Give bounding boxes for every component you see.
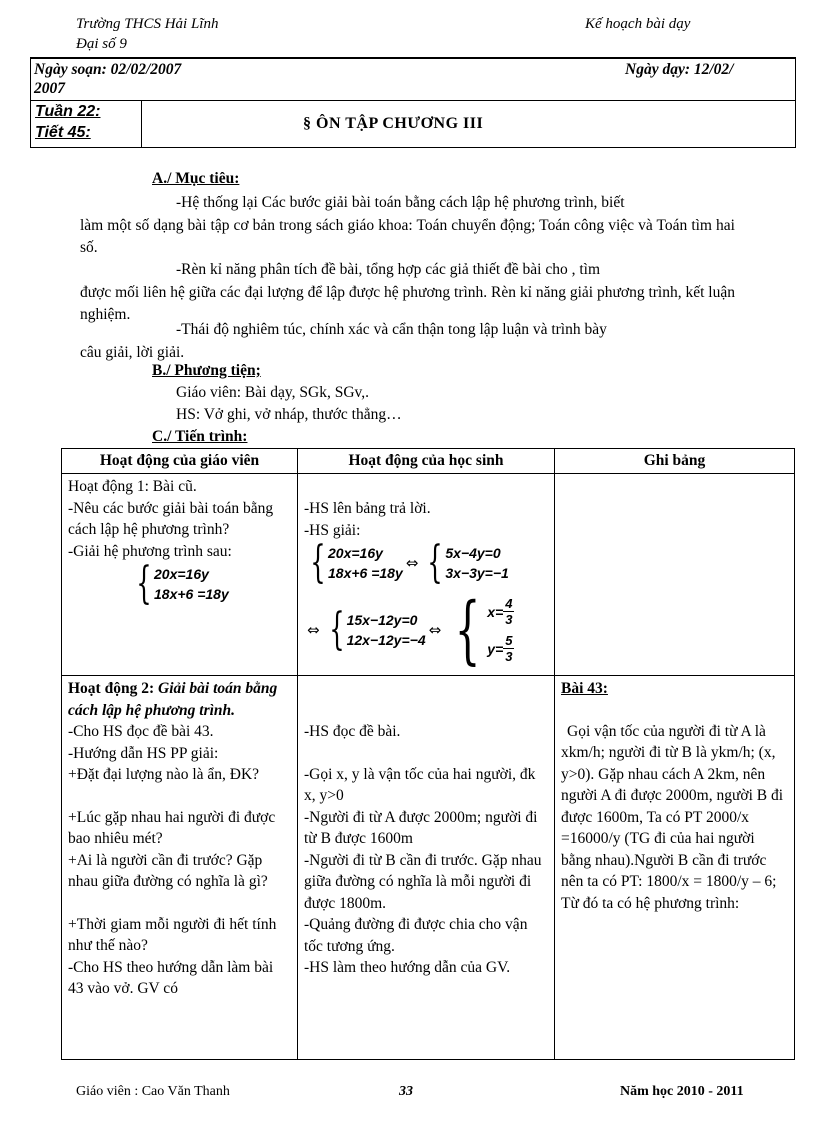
- row1-student: [298, 474, 555, 676]
- row2-board: [555, 676, 795, 1060]
- frac-den: 3: [505, 649, 513, 664]
- footer-teacher: Giáo viên : Cao Văn Thanh: [76, 1084, 230, 1099]
- objective-2-first: -Rèn kỉ năng phân tích đề bài, tổng hợp các giả thiết đề bài cho , tìm: [176, 261, 600, 278]
- board-content: Gọi vận tốc của người đi từ A là xkm/h; người đi từ B là ykm/h; (x, y>0). Gặp nhau cách A 2km, nên người A đi được 2000m, người B đi được 1600m, Ta có PT 2000/x =16000/y (TG đi của hai người bằng nhau).Người B cần đi trước nên ta có PT: 1800/x = 1800/y – 6; Từ đó ta có hệ phương trình:: [561, 722, 784, 912]
- table-header-row: [62, 449, 795, 474]
- teacher-step: +Thời giam mỗi người đi hết tính như thế nào?: [68, 915, 277, 954]
- week-label: Tuần 22:: [35, 103, 101, 120]
- teacher-step: +Đặt đại lượng nào là ẩn, ĐK?: [68, 766, 260, 783]
- date-box: [30, 58, 796, 101]
- student-answer-2: -HS giải:: [304, 521, 361, 539]
- col-board-header: Ghi bảng: [555, 449, 795, 474]
- eq-line: 20x=16y: [154, 566, 209, 582]
- student-step: -HS đọc đề bài.: [304, 723, 401, 740]
- prep-date-year: 2007: [34, 80, 65, 97]
- materials-teacher: Giáo viên: Bài dạy, SGk, SGv,.: [176, 384, 370, 401]
- lesson-title: § ÔN TẬP CHƯƠNG III: [303, 115, 484, 132]
- board-title: Bài 43:: [561, 680, 608, 697]
- materials-student: HS: Vở ghi, vở nháp, thước thẳng…: [176, 406, 402, 423]
- eq-line: 18x+6 =18y: [154, 586, 229, 602]
- solution-y-label: y=: [487, 640, 504, 657]
- activity-2-label: Hoạt động 2:: [68, 680, 158, 697]
- equivalence-arrow: ⇔: [428, 621, 442, 639]
- objective-3: [80, 319, 735, 364]
- student-step: -Gọi x, y là vận tốc của hai người, đk x, y>0: [304, 765, 536, 804]
- teacher-step: -Cho HS đọc đề bài 43.: [68, 723, 214, 740]
- solution-step-2: ⇔ { 15x−12y=0 12x−12y=−4 ⇔ { x= $\frac{4}{3}$ y= $\frac{5}{3}$: [307, 587, 513, 673]
- activity-1-title: Hoạt động 1: Bài cũ.: [68, 478, 197, 495]
- student-step: -Người đi từ A được 2000m; người đi từ B được 1600m: [304, 808, 538, 847]
- frac-num: 4: [505, 596, 513, 611]
- eq-line: 15x−12y=0: [346, 612, 418, 628]
- school-year: Năm học 2010 - 2011: [620, 1084, 744, 1099]
- student-step: -HS làm theo hướng dẫn của GV.: [304, 959, 511, 976]
- activity-2-topic: Giải bài toán bằng cách lập hệ phương trình.: [68, 680, 278, 719]
- objectives-heading: A./ Mục tiêu:: [152, 170, 240, 187]
- row2-teacher: [62, 676, 298, 1060]
- col-teacher-header: Hoạt động của giáo viên: [62, 449, 298, 474]
- eq-line: 18x+6 =18y: [328, 565, 403, 581]
- frac-den: 3: [505, 612, 513, 627]
- teach-date: Ngày dạy: 12/02/: [625, 61, 734, 78]
- system-equation-1: { 20x=16y 18x+6 =18y: [136, 558, 229, 609]
- lesson-title-box: [30, 100, 796, 148]
- objective-3-rest: câu giải, lời giải.: [80, 343, 185, 361]
- teacher-step: -Cho HS theo hướng dẫn làm bài 43 vào vở. GV có: [68, 958, 274, 997]
- page-number: 33: [399, 1084, 413, 1099]
- eq-line: 5x−4y=0: [445, 545, 501, 561]
- student-step: -Người đi từ B cần đi trước. Gặp nhau giữa đường có nghĩa là mỗi người đi được 1800m.: [304, 851, 542, 912]
- table-row: [62, 474, 795, 676]
- objective-3-first: -Thái độ nghiêm túc, chính xác và cẩn thận tong lập luận và trình bày: [176, 321, 607, 338]
- teacher-step: -Hướng dẫn HS PP giải:: [68, 744, 219, 762]
- prep-date: Ngày soạn: 02/02/2007: [34, 61, 182, 78]
- eq-line: 12x−12y=−4: [346, 632, 426, 648]
- school-name: Trường THCS Hải Lĩnh: [76, 16, 219, 32]
- process-heading: C./ Tiến trình:: [152, 428, 248, 445]
- row2-student: [298, 676, 555, 1060]
- solution-x-label: x=: [487, 603, 504, 620]
- objective-1: [80, 192, 735, 260]
- objective-1-rest: làm một số dạng bài tập cơ bản trong sách giáo khoa: Toán chuyển động; Toán công việc và Toán tìm hai số.: [80, 216, 735, 256]
- objective-2-rest: được mối liên hệ giữa các đại lượng để lập được hệ phương trình. Rèn kỉ năng giải phương trình, kết luận nghiệm.: [80, 283, 735, 323]
- student-step: -Quảng đường đi được chia cho vận tốc tương ứng.: [304, 916, 528, 955]
- row1-board: [555, 474, 795, 676]
- doc-type: Kế hoạch bài dạy: [585, 16, 691, 32]
- activity-2-title: [68, 678, 291, 721]
- materials-heading: B./ Phương tiện;: [152, 362, 261, 379]
- period-label: Tiết 45:: [35, 124, 91, 141]
- col-student-header: Hoạt động của học sinh: [298, 449, 555, 474]
- equivalence-arrow: ⇔: [405, 554, 419, 572]
- activity-1-question: -Nêu các bước giải bài toán bằng cách lập hệ phương trình?: [68, 499, 274, 538]
- solution-step-1: { 20x=16y 18x+6 =18y ⇔ { 5x−4y=0 3x−3y=−1: [310, 537, 509, 588]
- eq-line: 20x=16y: [328, 545, 383, 561]
- teacher-step: +Ai là người cần đi trước? Gặp nhau giữa đường có nghĩa là gì?: [68, 851, 268, 890]
- objective-1-first: -Hệ thống lại Các bước giải bài toán bằng cách lập hệ phương trình, biết: [176, 194, 625, 211]
- student-answer-1: -HS lên bảng trả lời.: [304, 500, 431, 517]
- table-row: [62, 676, 795, 1060]
- objective-2: [80, 259, 735, 327]
- title-divider: [141, 101, 142, 147]
- subject-name: Đại số 9: [76, 36, 127, 52]
- eq-line: 3x−3y=−1: [445, 565, 509, 581]
- frac-num: 5: [505, 633, 513, 648]
- teacher-step: +Lúc gặp nhau hai người đi được bao nhiêu mét?: [68, 808, 276, 847]
- activity-1-task: -Giải hệ phương trình sau:: [68, 542, 232, 560]
- row1-teacher: [62, 474, 298, 676]
- activity-table: [61, 448, 795, 1060]
- equivalence-arrow: ⇔: [307, 621, 320, 639]
